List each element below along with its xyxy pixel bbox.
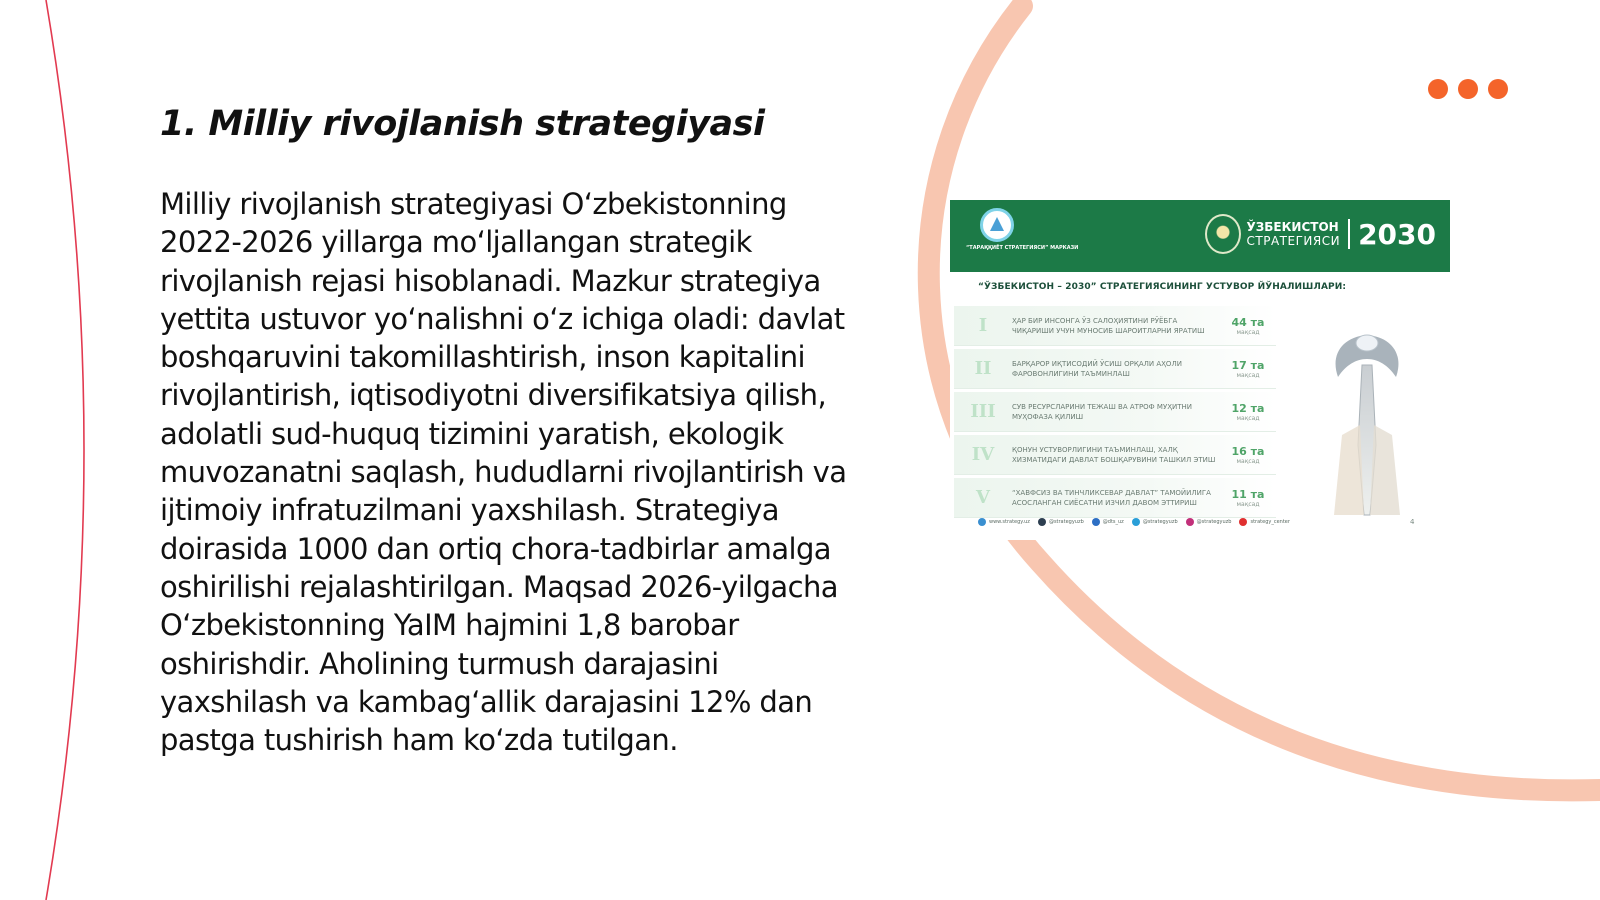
priority-directions-list (954, 306, 1276, 521)
social-label: www.strategy.uz (989, 519, 1030, 525)
brand-line-2: СТРАТЕГИЯСИ (1246, 234, 1341, 248)
infographic-page-number: 4 (1410, 518, 1415, 526)
strategy-infographic (950, 200, 1450, 540)
row-count (1220, 488, 1276, 508)
social-link[interactable] (1132, 518, 1178, 526)
row-count-value: 17 та (1231, 358, 1265, 372)
monument-illustration (1312, 325, 1422, 525)
strategy-center-logo (966, 208, 1079, 264)
brand-text (1247, 220, 1341, 248)
row-count (1220, 445, 1276, 465)
threads-icon (1038, 518, 1046, 526)
more-options-menu[interactable] (1428, 79, 1508, 99)
row-count-value: 44 та (1231, 315, 1265, 329)
infographic-subtitle: “ЎЗБЕКИСТОН – 2030” СТРАТЕГИЯСИНИНГ УСТУВОР ЙЎНАЛИШЛАРИ: (978, 282, 1347, 292)
social-link[interactable] (1239, 518, 1289, 526)
row-text: ҚОНУН УСТУВОРЛИГИНИ ТАЪМИНЛАШ, ХАЛҚ ХИЗМАТИДАГИ ДАВЛАТ БОШҚАРУВИНИ ТАШКИЛ ЭТИШ (1012, 445, 1216, 464)
facebook-icon (1092, 518, 1100, 526)
state-emblem-icon (1205, 214, 1241, 254)
social-link[interactable] (1092, 518, 1124, 526)
instagram-icon (1186, 518, 1194, 526)
row-numeral: V (976, 487, 990, 508)
social-link[interactable] (1038, 518, 1084, 526)
row-numeral: II (974, 358, 992, 379)
social-label: @strategyuzb (1048, 519, 1084, 525)
brand-divider (1348, 219, 1350, 249)
left-accent-line (46, 0, 84, 900)
slide-body-text: Milliy rivojlanish strategiyasi O‘zbekistonning 2022-2026 yillarga mo‘ljallangan strategik rivojlanish rejasi hisoblanadi. Mazkur strategiya yettita ustuvor yo‘nalishni o‘z ichiga oladi: davlat boshqaruvini takomillashtirish, inson kapitalini rivojlantirish, iqtisodiyotni diversifikatsiya qilish, adolatli sud-huquq tizimini yaratish, ekologik muvozanatni saqlash, hududlarni rivojlantirish va ijtimoiy infratuzilmani yaxshilash. Strategiya doirasida 1000 dan ortiq chora-tadbirlar amalga oshirilishi rejalashtirilgan. Maqsad 2026-yilgacha O‘zbekistonning YaIM hajmini 1,8 barobar oshirishdir. Aholining turmush darajasini yaxshilash va kambag‘allik darajasini 12% dan pastga tushirish ham ko‘zda tutilgan. (160, 187, 847, 758)
logo-caption: “ТАРАҚҚИЁТ СТРАТЕГИЯСИ” МАРКАЗИ (966, 245, 1079, 251)
priority-row (954, 306, 1276, 346)
row-count-value: 11 та (1231, 487, 1265, 501)
infographic-header (950, 200, 1450, 272)
brand-year: 2030 (1358, 217, 1436, 251)
row-text: БАРҚАРОР ИҚТИСОДИЙ ЎСИШ ОРҚАЛИ АҲОЛИ ФАРОВОНЛИГИНИ ТАЪМИНЛАШ (1012, 359, 1182, 378)
more-dot (1488, 79, 1508, 99)
social-link[interactable] (978, 518, 1030, 526)
row-numeral: III (970, 401, 996, 422)
social-links (978, 518, 1290, 526)
row-count (1220, 359, 1276, 379)
social-label: @strategyuzb (1142, 519, 1178, 525)
youtube-icon (1239, 518, 1247, 526)
uzbekistan-2030-brand (1205, 214, 1437, 254)
more-dot (1428, 79, 1448, 99)
row-count (1220, 316, 1276, 336)
row-numeral: I (978, 315, 988, 336)
social-label: strategy_center (1250, 519, 1290, 525)
row-count-unit: мақсад (1236, 500, 1260, 508)
slide-title: 1. Milliy rivojlanish strategiyasi (160, 104, 765, 144)
row-text: ҲАР БИР ИНСОНГА ЎЗ САЛОҲИЯТИНИ РЎЁБГА ЧИҚАРИШИ УЧУН МУНОСИБ ШАРОИТЛАРНИ ЯРАТИШ (1012, 316, 1205, 335)
row-count (1220, 402, 1276, 422)
mountain-logo-icon (980, 208, 1014, 242)
row-text: “ХАВФСИЗ ВА ТИНЧЛИКСЕВАР ДАВЛАТ” ТАМОЙИЛИГА АСОСЛАНГАН СИЁСАТНИ ИЗЧИЛ ДАВОМ ЭТТИРИШ (1012, 488, 1211, 507)
row-count-unit: мақсад (1236, 328, 1260, 336)
row-count-unit: мақсад (1236, 457, 1260, 465)
priority-row (954, 435, 1276, 475)
row-count-value: 12 та (1231, 401, 1265, 415)
more-dot (1458, 79, 1478, 99)
row-text: СУВ РЕСУРСЛАРИНИ ТЕЖАШ ВА АТРОФ МУҲИТНИ МУҲОФАЗА ҚИЛИШ (1012, 402, 1193, 421)
row-count-value: 16 та (1231, 444, 1265, 458)
row-count-unit: мақсад (1236, 371, 1260, 379)
website-icon (978, 518, 986, 526)
brand-line-1: ЎЗБЕКИСТОН (1246, 220, 1339, 234)
priority-row (954, 478, 1276, 518)
priority-row (954, 349, 1276, 389)
social-label: @strategyuzb (1196, 519, 1232, 525)
social-link[interactable] (1186, 518, 1232, 526)
social-label: @dts_uz (1102, 519, 1124, 525)
priority-row (954, 392, 1276, 432)
row-count-unit: мақсад (1236, 414, 1260, 422)
row-numeral: IV (971, 444, 995, 465)
telegram-icon (1132, 518, 1140, 526)
